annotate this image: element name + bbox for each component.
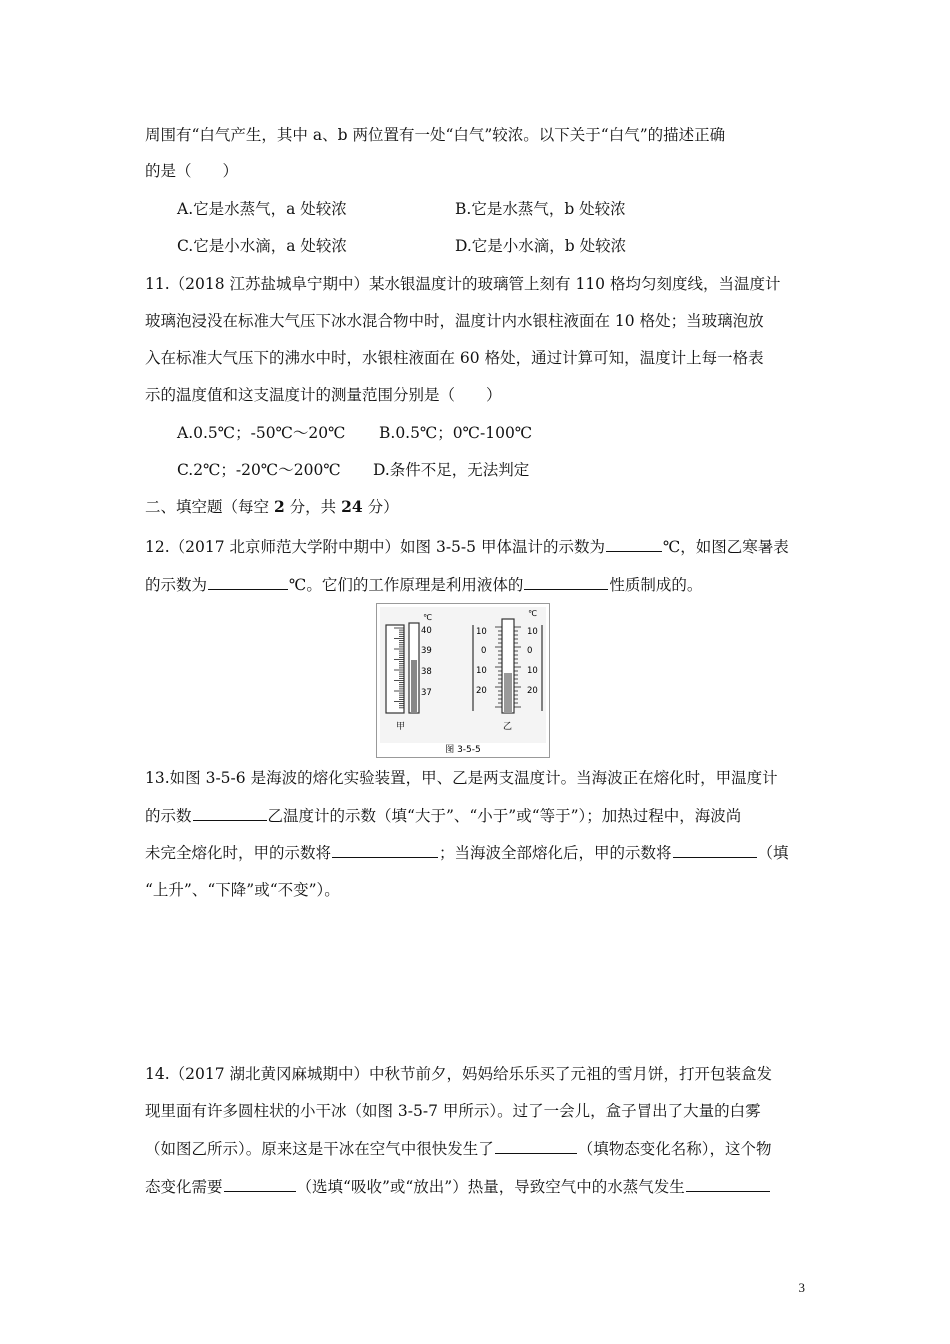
q11-options-row1 xyxy=(177,423,533,443)
jia-tick-40: 40 xyxy=(421,626,432,636)
q10-option-c: C.它是小水滴，a 处较浓 xyxy=(177,237,347,255)
yi-left-tick-0: 0 xyxy=(481,646,487,656)
q13-blank-3[interactable] xyxy=(673,842,757,858)
q14-line4 xyxy=(145,1176,771,1197)
q14-text-d: （选填“吸收”或“放出”）热量，导致空气中的水蒸气发生 xyxy=(296,1178,685,1196)
yi-left-tick-20: 20 xyxy=(476,686,487,696)
figure-label-yi: 乙 xyxy=(503,722,513,732)
section-heading-points-total: 24 xyxy=(341,497,363,516)
q11-option-c: C.2℃；-20℃～200℃ xyxy=(177,461,341,479)
q13-line4: “上升”、“下降”或“不变”）。 xyxy=(145,881,340,899)
yi-right-tick-10-top: 10 xyxy=(527,627,538,637)
section-heading-prefix: 二、填空题（每空 xyxy=(145,498,274,516)
yi-left-tick-10-bottom: 10 xyxy=(476,666,487,676)
section-heading-mid: 分，共 xyxy=(284,498,342,516)
q13-blank-2[interactable] xyxy=(332,842,438,858)
q13-line1: 13.如图 3-5-6 是海波的熔化实验装置，甲、乙是两支温度计。当海波正在熔化时，甲温度计 xyxy=(145,769,778,787)
jia-tick-39: 39 xyxy=(421,646,432,656)
q10-option-a: A.它是水蒸气，a 处较浓 xyxy=(177,200,347,218)
q12-line2 xyxy=(145,574,702,595)
thermometer-yi-liquid xyxy=(504,673,512,713)
section-heading-points-each: 2 xyxy=(273,497,285,516)
yi-left-tick-10-top: 10 xyxy=(476,627,487,637)
jia-tick-37: 37 xyxy=(421,688,432,698)
q13-text-e: （填 xyxy=(757,844,789,862)
q14-line1: 14.（2017 湖北黄冈麻城期中）中秋节前夕，妈妈给乐乐买了元祖的雪月饼，打开包装盒发 xyxy=(145,1065,773,1083)
q11-stem-line4: 示的温度值和这支温度计的测量范围分别是（ ） xyxy=(145,386,502,404)
q12-blank-1[interactable] xyxy=(606,536,662,552)
q12-text-c: 的示数为 xyxy=(145,576,208,594)
q13-text-b: 乙温度计的示数（填“大于”、“小于”或“等于”）；加热过程中，海波尚 xyxy=(267,807,742,825)
figure-unit-right: ℃ xyxy=(528,609,537,618)
q14-blank-1[interactable] xyxy=(495,1138,577,1154)
q10-stem-line2: 的是（ ） xyxy=(145,162,239,180)
page-number: 3 xyxy=(798,1280,805,1295)
q11-option-a: A.0.5℃；-50℃～20℃ xyxy=(177,424,346,442)
q10-option-d: D.它是小水滴，b 处较浓 xyxy=(455,237,627,255)
q14-blank-2[interactable] xyxy=(224,1176,296,1192)
q11-stem-line3: 入在标准大气压下的沸水中时，水银柱液面在 60 格处，通过计算可知，温度计上每一格表 xyxy=(145,349,764,367)
yi-right-tick-0: 0 xyxy=(527,646,533,656)
q13-text-d: ；当海波全部熔化后，甲的示数将 xyxy=(439,844,672,862)
q11-options-row2 xyxy=(177,460,530,480)
q10-stem-line1: 周围有“白气产生，其中 a、b 两位置有一处“白气”较浓。以下关于“白气”的描述正确 xyxy=(145,126,726,144)
figure-unit-left: ℃ xyxy=(423,613,432,622)
q11-stem-line2: 玻璃泡浸没在标准大气压下冰水混合物中时，温度计内水银柱液面在 10 格处；当玻璃泡放 xyxy=(145,312,764,330)
q13-line3 xyxy=(145,842,789,863)
q12-text-a: 12.（2017 北京师范大学附中期中）如图 3-5-5 甲体温计的示数为 xyxy=(145,538,605,556)
q14-line2: 现里面有许多圆柱状的小干冰（如图 3-5-7 甲所示）。过了一会儿，盒子冒出了大量的白雾 xyxy=(145,1102,761,1120)
q13-text-c: 未完全熔化时，甲的示数将 xyxy=(145,844,332,862)
jia-tick-38: 38 xyxy=(421,667,432,677)
q13-text-a: 的示数 xyxy=(145,807,192,825)
q12-line1 xyxy=(145,536,789,557)
q10-options-row2 xyxy=(177,236,627,256)
yi-right-tick-20: 20 xyxy=(527,686,538,696)
q12-text-d: ℃。它们的工作原理是利用液体的 xyxy=(289,576,524,594)
q13-line2 xyxy=(145,805,741,826)
yi-right-tick-10-bottom: 10 xyxy=(527,666,538,676)
q12-text-b: ℃，如图乙寒暑表 xyxy=(662,538,789,556)
q10-option-b: B.它是水蒸气，b 处较浓 xyxy=(455,200,626,218)
figure-caption: 图 3-5-5 xyxy=(445,745,481,755)
q14-text-a: （如图乙所示）。原来这是干冰在空气中很快发生了 xyxy=(145,1140,494,1158)
q12-text-e: 性质制成的。 xyxy=(609,576,703,594)
q11-option-b: B.0.5℃；0℃-100℃ xyxy=(379,424,533,442)
q14-text-b: （填物态变化名称），这个物 xyxy=(577,1140,772,1158)
q14-line3 xyxy=(145,1138,772,1159)
q10-options-row1 xyxy=(177,199,626,219)
q14-text-c: 态变化需要 xyxy=(145,1178,223,1196)
q11-stem-line1: 11.（2018 江苏盐城阜宁期中）某水银温度计的玻璃管上刻有 110 格均匀刻度线，当温度计 xyxy=(145,275,781,293)
q12-blank-2[interactable] xyxy=(208,574,288,590)
figure-label-jia: 甲 xyxy=(396,722,406,732)
section-heading-suffix: 分） xyxy=(362,498,399,516)
q13-blank-1[interactable] xyxy=(193,805,267,821)
q11-option-d: D.条件不足，无法判定 xyxy=(373,461,530,479)
q14-blank-3[interactable] xyxy=(686,1176,770,1192)
section-heading-fill-in xyxy=(145,497,399,517)
thermometer-jia-mercury xyxy=(411,660,417,713)
q12-blank-3[interactable] xyxy=(524,574,608,590)
figure-thermometers xyxy=(376,603,550,758)
